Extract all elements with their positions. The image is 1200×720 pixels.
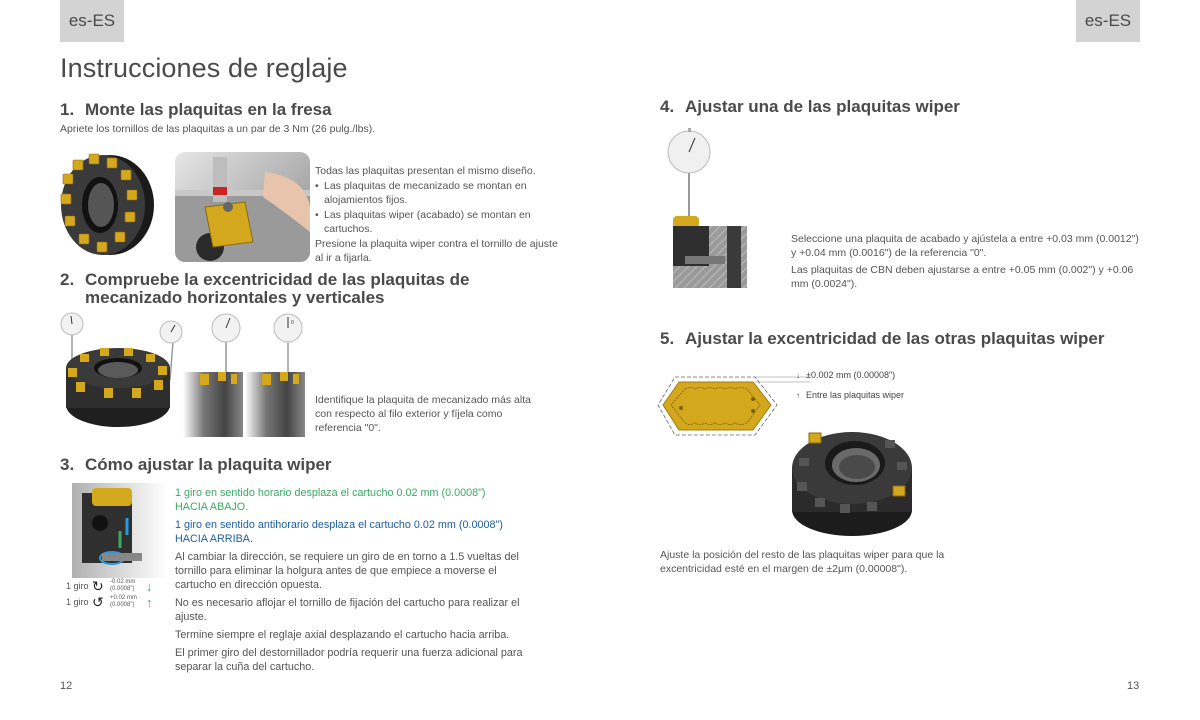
tolerance-indicator (796, 368, 904, 402)
legend-value-mm: -0.02 mm (110, 579, 136, 585)
section3-description (175, 486, 550, 678)
section2-number: 2. (60, 270, 75, 289)
legend-row-down (66, 578, 166, 594)
section2-title-line2: mecanizado horizontales y verticales (85, 288, 385, 307)
between-label: Entre las plaquitas wiper (806, 390, 905, 400)
section3-number: 3. (60, 455, 75, 474)
eccentricity-check-illustration (58, 310, 308, 440)
section4-heading (660, 98, 960, 116)
section2-title-line1: Compruebe la excentricidad de las plaquitas de (85, 270, 470, 289)
gauge-zero-label: 0 (291, 320, 294, 326)
arrow-down-icon: ↓ (146, 578, 153, 594)
section1-title: Monte las plaquitas en la fresa (85, 100, 332, 119)
section5-heading (660, 330, 1104, 348)
language-tag-text: es-ES (1084, 11, 1132, 30)
wiper-cartridge-image (72, 483, 167, 578)
section3-paragraph: Termine siempre el reglaje axial desplazando el cartucho hacia arriba. (175, 629, 510, 641)
legend-value-mm: +0.02 mm (110, 595, 137, 601)
arrow-down-icon: ↓ (796, 370, 800, 380)
clockwise-instruction (175, 486, 550, 514)
section5-number: 5. (660, 329, 675, 348)
section1-subtitle: Apriete los tornillos de las plaquitas a un par de 3 Nm (26 pulg./lbs). (60, 123, 376, 135)
legend-label: 1 giro (66, 581, 89, 591)
bullet-item: • Las plaquitas de mecanizado se montan en alojamientos fijos. (315, 179, 565, 207)
section1-description (315, 164, 565, 268)
section2-heading (60, 271, 580, 307)
counter-line2: HACIA ARRIBA. (175, 533, 254, 545)
legend-row-up (66, 594, 166, 610)
clockwise-rotation-icon: ↻ (92, 578, 104, 594)
section2-description: Identifique la plaquita de mecanizado más alta con respecto al filo exterior y fíjela como referencia "0". (315, 394, 531, 434)
page-number-right: 13 (1127, 680, 1140, 692)
section1-intro: Todas las plaquitas presentan el mismo diseño. (315, 165, 536, 177)
section3-title: Cómo ajustar la plaquita wiper (85, 455, 332, 474)
bullet-item: • Las plaquitas wiper (acabado) se montan en cartuchos. (315, 208, 565, 236)
arrow-up-icon: ↑ (796, 390, 800, 400)
language-tag-text: es-ES (68, 11, 116, 30)
section3-paragraph: No es necesario aflojar el tornillo de fijación del cartucho para realizar el ajuste. (175, 597, 520, 623)
clockwise-line1: 1 giro en sentido horario desplaza el cartucho 0.02 mm (0.0008") (175, 487, 486, 499)
section4-description (791, 232, 1146, 294)
counterclockwise-rotation-icon: ↺ (92, 594, 104, 610)
section3-heading (60, 456, 332, 474)
milling-cutter-image (55, 150, 155, 260)
counter-line1: 1 giro en sentido antihorario desplaza el cartucho 0.02 mm (0.0008") (175, 519, 503, 531)
section1-heading (60, 101, 332, 119)
section4-number: 4. (660, 97, 675, 116)
cutter-with-wiper-inserts-image (785, 418, 920, 543)
section5-description: Ajuste la posición del resto de las plaquitas wiper para que la excentricidad esté en el margen de ±2μm (0.00008"). (660, 549, 945, 575)
insert-mounting-photo (175, 152, 310, 262)
section5-title: Ajustar la excentricidad de las otras plaquitas wiper (685, 329, 1105, 348)
section3-paragraph: Al cambiar la dirección, se requiere un giro de en torno a 1.5 vueltas del tornillo para eliminar la holgura antes de que empiece a moverse el cartucho en dirección opuesta. (175, 551, 519, 591)
section1-note: Presione la plaquita wiper contra el tornillo de ajuste al ir a fijarla. (315, 238, 558, 264)
section1-number: 1. (60, 100, 75, 119)
page-title: Instrucciones de reglaje (60, 53, 348, 83)
legend-value-inch: (0.0008") (110, 586, 135, 592)
arrow-up-icon: ↑ (146, 594, 153, 610)
legend-label: 1 giro (66, 597, 89, 607)
wiper-adjustment-illustration (665, 128, 750, 293)
counterclockwise-instruction (175, 518, 550, 546)
section4-paragraph: Seleccione una plaquita de acabado y ajústela a entre +0.03 mm (0.0012") y +0.04 mm (0.0016") de la referencia "0". (791, 233, 1139, 259)
section4-title: Ajustar una de las plaquitas wiper (685, 97, 960, 116)
page-number-left: 12 (60, 680, 73, 692)
legend-value (110, 595, 146, 609)
language-tag-left (60, 0, 124, 42)
adjustment-legend (66, 578, 166, 610)
section1-bullets (315, 179, 565, 236)
language-tag-right (1076, 0, 1140, 42)
tolerance-row (796, 368, 904, 382)
legend-value (110, 579, 146, 593)
section3-paragraph: El primer giro del destornillador podría requerir una fuerza adicional para separar la cuña del cartucho. (175, 647, 523, 673)
tolerance-label: ±0.002 mm (0.00008") (806, 370, 896, 380)
clockwise-line2: HACIA ABAJO. (175, 501, 249, 513)
section4-paragraph: Las plaquitas de CBN deben ajustarse a entre +0.05 mm (0.002") y +0.06 mm (0.0024"). (791, 264, 1134, 290)
legend-value-inch: (0.0008") (110, 602, 135, 608)
between-row (796, 388, 904, 402)
